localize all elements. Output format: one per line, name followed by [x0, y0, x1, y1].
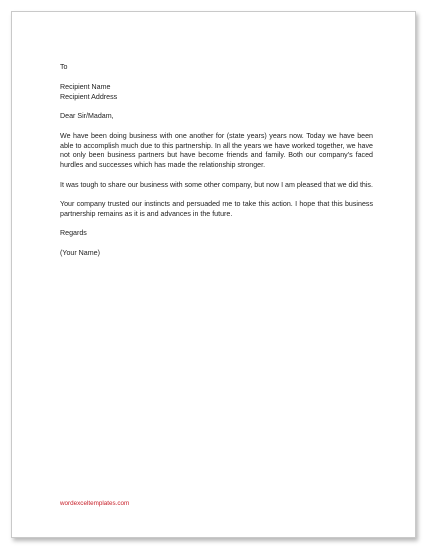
closing: Regards — [60, 229, 87, 238]
letter-body — [60, 63, 373, 259]
watermark-link[interactable]: wordexceltemplates.com — [60, 500, 130, 507]
to-label: To — [60, 63, 68, 71]
signature-name: (Your Name) — [60, 248, 100, 257]
paragraph-3: Your company trusted our instincts and persuaded me to take this action. I hope that this business partnership remains as it is and advances in the future. — [60, 200, 373, 219]
paragraph-1: We have been doing business with one another for (state years) years now. Today we have been able to accomplish much due to this partnership. In all the years we have worked together, we have not only been business partners but have become friends and family. Both our company’s faced hurdles and successes which has made the relationship stronger. — [60, 131, 373, 170]
recipient-address: Recipient Address — [60, 92, 118, 101]
paragraph-2: It was tough to share our business with some other company, but now I am pleased that we did this. — [60, 180, 373, 189]
recipient-name: Recipient Name — [60, 82, 111, 91]
letter-page — [11, 11, 416, 538]
salutation: Dear Sir/Madam, — [60, 112, 114, 121]
